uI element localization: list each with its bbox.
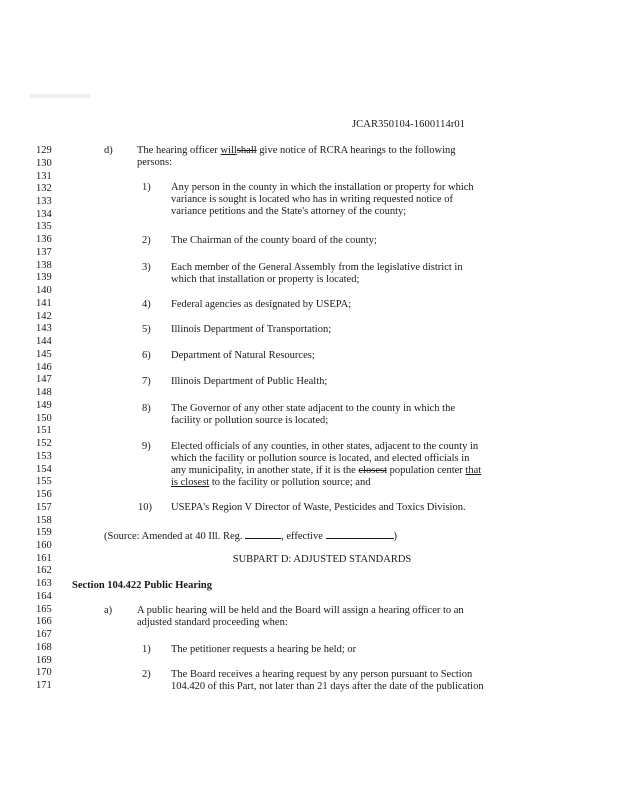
line-number: 158: [36, 514, 52, 526]
line-number: 159: [36, 527, 52, 539]
item-9-line: [171, 477, 370, 489]
subsection-a-label: a): [104, 605, 113, 616]
source-note-post: ): [393, 531, 398, 542]
line-number: 145: [36, 348, 52, 360]
line-number: 129: [36, 145, 52, 156]
item-9-number: 9): [142, 441, 151, 452]
line-number: 153: [36, 450, 52, 462]
line-number: 154: [36, 463, 52, 475]
inserted-text: is closest: [171, 477, 210, 488]
item-8-line: facility or pollution source is located;: [171, 415, 329, 426]
item-3-line: which that installation or property is located;: [171, 274, 360, 285]
line-number: 169: [36, 654, 52, 666]
item-9-line4-post: to the facility or pollution source; and: [209, 477, 371, 488]
line-number: 165: [36, 603, 52, 615]
subsection-a-line: A public hearing will be held and the Board will assign a hearing officer to an: [137, 605, 464, 616]
item-9-line3-pre: any municipality, in another state, if it is the: [171, 465, 359, 476]
line-number: 162: [36, 565, 52, 577]
item-1-number: 1): [142, 182, 151, 193]
deleted-text: closest: [358, 465, 387, 476]
line-number: 146: [36, 361, 52, 373]
subsection-d-text-pre: The hearing officer: [137, 145, 221, 156]
item-2-line: The Chairman of the county board of the county;: [171, 235, 377, 246]
line-number: 166: [36, 616, 52, 628]
item-8-line: The Governor of any other state adjacent to the county in which the: [171, 403, 455, 414]
source-note: [104, 529, 397, 543]
subsection-d-text-line2: persons:: [137, 157, 172, 168]
inserted-text: will: [220, 145, 237, 156]
line-number: 135: [36, 221, 52, 233]
item-9-line3-mid: population center: [386, 465, 466, 476]
item-10-line: USEPA's Region V Director of Waste, Pesticides and Toxics Division.: [171, 502, 466, 513]
line-number: 143: [36, 323, 52, 335]
inserted-text: that: [465, 465, 482, 476]
line-number: 134: [36, 208, 52, 220]
line-number: 131: [36, 170, 52, 182]
line-number: 157: [36, 501, 52, 513]
document-id-header: JCAR350104-1600114r01: [352, 119, 466, 130]
subsection-a-line: adjusted standard proceeding when:: [137, 617, 288, 628]
item-3-number: 3): [142, 262, 151, 273]
line-number: 168: [36, 641, 52, 653]
item-9-line: Elected officials of any counties, in other states, adjacent to the county in: [171, 441, 479, 452]
line-number: 148: [36, 387, 52, 399]
line-number: 144: [36, 336, 52, 348]
scan-smudge: [30, 94, 90, 98]
line-number: 149: [36, 399, 52, 411]
line-number: 147: [36, 374, 52, 386]
blank-line: [326, 529, 394, 539]
line-number: 167: [36, 629, 52, 641]
item-1-line: variance petitions and the State's attorney of the county;: [171, 206, 407, 217]
item-7-number: 7): [142, 376, 151, 387]
blank-line: [245, 529, 281, 539]
item-4-number: 4): [142, 299, 151, 310]
item-3-line: Each member of the General Assembly from the legislative district in: [171, 262, 463, 273]
a-item-1-line: The petitioner requests a hearing be held; or: [171, 644, 357, 655]
item-1-line: variance is sought is located who has in writing requested notice of: [171, 194, 453, 205]
subsection-d-text-post: give notice of RCRA hearings to the following: [256, 145, 456, 156]
line-number: 150: [36, 412, 52, 424]
line-number: 130: [36, 157, 52, 169]
item-1-line: Any person in the county in which the installation or property for which: [171, 182, 474, 193]
source-note-pre: (Source: Amended at 40 Ill. Reg.: [104, 531, 246, 542]
line-number: 139: [36, 272, 52, 284]
line-number: 164: [36, 590, 52, 602]
a-item-2-line: The Board receives a hearing request by any person pursuant to Section: [171, 669, 473, 680]
line-number: 136: [36, 234, 52, 246]
line-number: 140: [36, 285, 52, 297]
a-item-2-number: 2): [142, 669, 151, 680]
item-5-line: Illinois Department of Transportation;: [171, 324, 332, 335]
line-number: 160: [36, 539, 52, 551]
item-6-number: 6): [142, 350, 151, 361]
deleted-text: shall: [236, 145, 257, 156]
line-number: 161: [36, 552, 52, 564]
line-number: 142: [36, 310, 52, 322]
subsection-d-text: [137, 145, 456, 157]
line-number: 155: [36, 476, 52, 488]
item-2-number: 2): [142, 235, 151, 246]
line-number: 151: [36, 425, 52, 437]
line-number: 133: [36, 196, 52, 207]
line-number: 171: [36, 680, 52, 692]
item-4-line: Federal agencies as designated by USEPA;: [171, 299, 352, 310]
item-8-number: 8): [142, 403, 151, 414]
line-number: 170: [36, 667, 52, 679]
line-number: 163: [36, 578, 52, 590]
line-number: 138: [36, 259, 52, 271]
line-number: 141: [36, 297, 52, 309]
item-9-line: which the facility or pollution source is located, and elected officials in: [171, 453, 470, 464]
item-7-line: Illinois Department of Public Health;: [171, 376, 328, 387]
line-number: 152: [36, 438, 52, 449]
item-5-number: 5): [142, 324, 151, 335]
a-item-2-line: 104.420 of this Part, not later than 21 days after the date of the publication: [171, 681, 484, 692]
subsection-d-label: d): [104, 145, 113, 156]
source-note-mid: , effective: [281, 531, 326, 542]
subpart-heading: SUBPART D: ADJUSTED STANDARDS: [232, 554, 412, 565]
line-number: 137: [36, 246, 52, 258]
line-number: 156: [36, 489, 52, 500]
section-heading: Section 104.422 Public Hearing: [72, 580, 212, 591]
a-item-1-number: 1): [142, 644, 151, 655]
line-number: 132: [36, 183, 52, 195]
item-6-line: Department of Natural Resources;: [171, 350, 315, 361]
item-10-number: 10): [138, 502, 152, 513]
item-9-line: [171, 465, 481, 477]
